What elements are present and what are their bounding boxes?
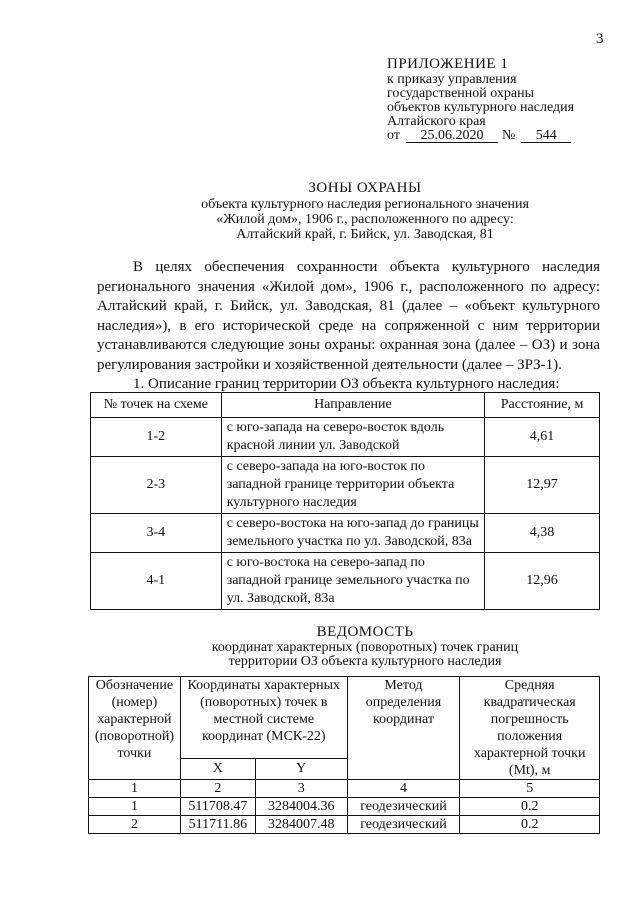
distance-cell: 12,97 (485, 457, 600, 514)
zones-table (90, 392, 600, 610)
table-row (91, 514, 600, 553)
method-header: Метод определения координат (347, 677, 460, 780)
distance-cell: 4,38 (485, 514, 600, 553)
direction-cell: с северо-востока на юго-запад до границы земельного участка по ул. Заводской, 83а (221, 514, 484, 553)
appendix-line: объектов культурного наследия (387, 100, 575, 115)
order-date: 25.06.2020 (406, 129, 498, 143)
numbering-cell: 3 (255, 780, 347, 798)
method-cell: геодезический (347, 816, 460, 834)
coordinates-header: Координаты характерных (поворотных) точек в местной системе координат (МСК-22) (180, 677, 347, 759)
table-row (89, 816, 600, 834)
table-row (89, 798, 600, 816)
error-header: Средняя квадратическая погрешность положения характерной точки (Mt), м (460, 677, 600, 780)
document-title (120, 180, 610, 242)
error-cell: 0.2 (460, 816, 600, 834)
error-cell: 0.2 (460, 798, 600, 816)
order-number: 544 (521, 129, 571, 143)
point-cell: 1 (89, 798, 181, 816)
column-header: Расстояние, м (485, 393, 600, 418)
column-header: Направление (221, 393, 484, 418)
points-cell: 3-4 (91, 514, 222, 553)
direction-cell: с северо-запада на юго-восток по западной границе территории объекта культурного наследия (221, 457, 484, 514)
numbering-cell: 5 (460, 780, 600, 798)
intro-paragraph: В целях обеспечения сохранности объекта культурного наследия регионального значения «Жилой дом», 1906 г., расположенного по адресу: Алтайский край, г. Бийск, ул. Заводская, 81 (далее – «объект культурного наследия»), в его исторической среде на сопряженной с ним территории устанавливаются следующие зоны охраны: охранная зона (далее – ОЗ) и зона регулирования застройки и хозяйственной деятельности (далее – ЗРЗ-1). (97, 259, 600, 373)
item-1-heading: 1. Описание границ территории ОЗ объекта культурного наследия: (133, 376, 560, 392)
title-heading: ЗОНЫ ОХРАНЫ (308, 180, 422, 196)
column-header: № точек на схеме (91, 393, 222, 418)
x-cell: 511708.47 (180, 798, 255, 816)
points-cell: 1-2 (91, 418, 222, 457)
appendix-line: Алтайского края (387, 114, 486, 129)
points-cell: 2-3 (91, 457, 222, 514)
title-line: «Жилой дом», 1906 г., расположенного по адресу: (216, 212, 514, 227)
vedomost-title (120, 624, 610, 669)
coordinates-table (88, 676, 600, 834)
point-cell: 2 (89, 816, 181, 834)
vedomost-line: территории ОЗ объекта культурного наследия (228, 654, 502, 669)
distance-cell: 12,96 (485, 553, 600, 610)
title-line: Алтайский край, г. Бийск, ул. Заводская, 81 (236, 227, 494, 242)
number-sign: № (501, 128, 516, 143)
table-header-row (91, 393, 600, 418)
title-line: объекта культурного наследия регионального значения (201, 197, 529, 212)
numbering-cell: 2 (180, 780, 255, 798)
table-row (91, 553, 600, 610)
y-cell: 3284004.36 (255, 798, 347, 816)
vedomost-heading: ВЕДОМОСТЬ (316, 624, 414, 640)
table-row (91, 457, 600, 514)
x-header: X (180, 758, 255, 779)
order-date-line (387, 129, 627, 143)
direction-cell: с юго-востока на северо-запад по западной границе земельного участка по ул. Заводской, 83а (221, 553, 484, 610)
date-prefix: от (387, 128, 400, 143)
points-cell: 4-1 (91, 553, 222, 610)
vedomost-line: координат характерных (поворотных) точек границ (211, 640, 519, 655)
y-header: Y (255, 758, 347, 779)
page-number: 3 (596, 31, 604, 47)
numbering-row (89, 780, 600, 798)
appendix-heading: ПРИЛОЖЕНИЕ 1 (387, 56, 509, 72)
numbering-cell: 1 (89, 780, 181, 798)
table-row (91, 418, 600, 457)
method-cell: геодезический (347, 798, 460, 816)
table-header-row (89, 677, 600, 759)
distance-cell: 4,61 (485, 418, 600, 457)
body-text (97, 258, 600, 395)
appendix-block (387, 57, 627, 143)
appendix-line: государственной охраны (387, 86, 535, 101)
appendix-line: к приказу управления (387, 72, 517, 87)
y-cell: 3284007.48 (255, 816, 347, 834)
direction-cell: с юго-запада на северо-восток вдоль красной линии ул. Заводской (221, 418, 484, 457)
numbering-cell: 4 (347, 780, 460, 798)
point-id-header: Обозначение (номер) характерной (поворотной) точки (89, 677, 181, 780)
x-cell: 511711.86 (180, 816, 255, 834)
